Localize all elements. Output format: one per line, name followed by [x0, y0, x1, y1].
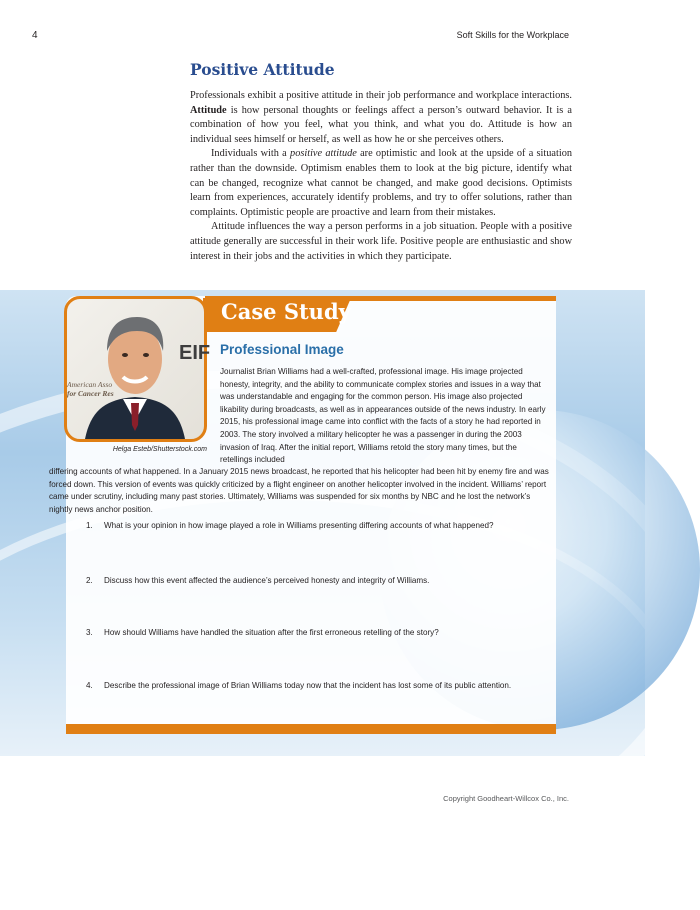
copyright-notice: Copyright Goodheart-Willcox Co., Inc. [443, 794, 569, 803]
photo-backdrop-logo: EIF [179, 342, 211, 364]
case-study-text: Journalist Brian Williams had a well-crafted, professional image. His image projected honesty, integrity, and the ability to communicate complex stories and issues in a way that was understandable and engaging for the common person. His image also projected likability during broadcasts, as well as in appearances outside of the news industry. In early 2015, his professional image came into conflict with the facts of a story he had reported in 2003. The story involved a military helicopter he was a passenger in during the 2003 invasion of Iraq. After the initial report, Williams retold the story many times, but the retellings included [220, 367, 546, 465]
case-study-bottom-rule [66, 724, 556, 734]
photo-credit: Helga Esteb/Shutterstock.com [112, 446, 207, 453]
key-term-attitude: Attitude [190, 104, 227, 116]
question-text: Discuss how this event affected the audience’s perceived honesty and integrity of Williams. [104, 576, 430, 585]
eye [122, 353, 128, 357]
key-term-positive-attitude: positive attitude [290, 148, 357, 160]
eye [143, 353, 149, 357]
attitude-paragraph-1 [190, 89, 572, 147]
case-study-text-continued: differing accounts of what happened. In a January 2015 news broadcast, he reported that his helicopter had been hit by enemy fire and was forced down. This version of events was quickly criticized by a flight engineer on another helicopter involved in the incident. Williams’ report came under scrutiny, including many past stories. Ultimately, Williams was suspended for six months by NBC and he lost the network’s nightly news anchor position. [49, 467, 549, 514]
question-number: 4. [86, 681, 93, 690]
case-study-banner-text: Case Study [221, 299, 351, 324]
paragraph-text: Individuals with a [211, 148, 291, 160]
paragraph-text: Professionals exhibit a positive attitude in their job performance and workplace interactions. [190, 90, 572, 101]
attitude-paragraph-2 [190, 147, 572, 220]
paragraph-text: are optimistic and look at the upside of a situation rather than the downside. Optimism enables them to look at the big picture, identify what can be changed, recognize what cannot be changed, and make good decisions. Optimists learn from experiences, accurately identify problems, and try to offer solutions, rather than complaints. Optimistic people are proactive and learn from their mistakes. [190, 148, 573, 218]
photo-backdrop-text: American Asso [67, 380, 113, 389]
positive-attitude-section [190, 60, 572, 264]
case-study-heading: Professional Image [220, 342, 344, 357]
portrait-photo [64, 296, 211, 442]
photo-backdrop-text: for Cancer Res [67, 389, 114, 398]
question-text: Describe the professional image of Brian Williams today now that the incident has lost some of its public attention. [104, 681, 512, 690]
paragraph-text: is how personal thoughts or feelings affect a person’s outward behavior. It is a combination of how you feel, what you think, and what you do. Attitude is how an individual sees himself or herself, as well as how he or she perceives others. [190, 104, 572, 145]
question-number: 2. [86, 576, 93, 585]
page-number: 4 [32, 30, 38, 41]
running-head: Soft Skills for the Workplace [456, 30, 569, 40]
question-number: 3. [86, 628, 93, 637]
question-number: 1. [86, 521, 93, 530]
question-text: How should Williams have handled the situation after the first erroneous retelling of the story? [104, 628, 439, 637]
question-text: What is your opinion in how image played a role in Williams presenting differing accounts of what happened? [104, 521, 494, 530]
section-title: Positive Attitude [190, 60, 335, 79]
attitude-paragraph-3: Attitude influences the way a person performs in a job situation. People with a positive attitude generally are successful in their work life. Positive people are enthusiastic and show interest in their jobs and the activities in which they participate. [190, 221, 572, 262]
